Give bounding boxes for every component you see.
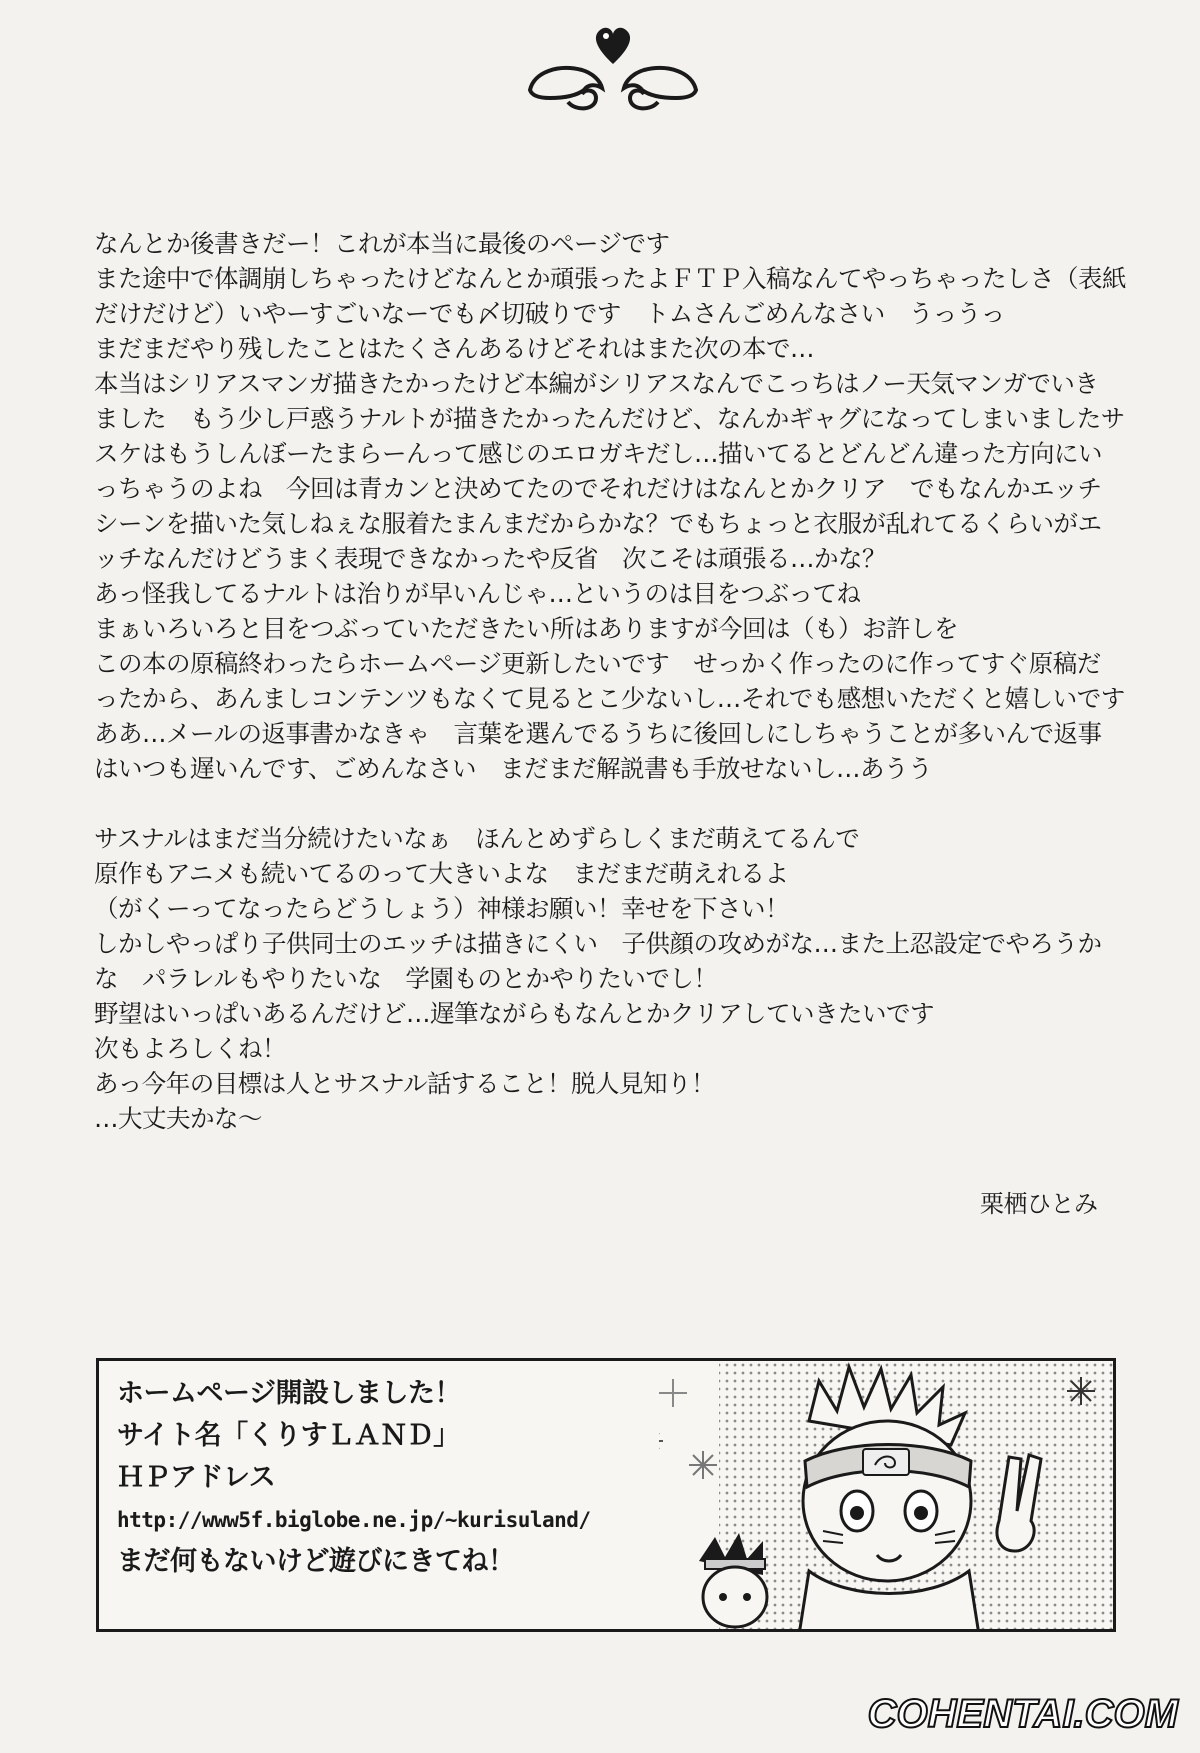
afterword-line: 次もよろしくね！ — [94, 1034, 286, 1063]
paragraph-gap — [94, 786, 1134, 821]
info-text — [117, 1373, 591, 1583]
afterword-line: はいつも遅いんです、ごめんなさい まだまだ解説書も手放せないし…あうう — [94, 754, 933, 783]
afterword-line: …大丈夫かな～ — [94, 1104, 262, 1133]
afterword-line: シーンを描いた気しねぇな服着たまんまだからかな？でもちょっと衣服が乱れてるくらいがエ — [94, 509, 1102, 538]
homepage-info-box — [96, 1358, 1116, 1632]
afterword-line: この本の原稿終わったらホームページ更新したいです せっかく作ったのに作ってすぐ原稿だ — [94, 649, 1101, 678]
info-invitation: まだ何もないけど遊びにきてね！ — [117, 1546, 515, 1577]
info-announcement: ホームページ開設しました！ — [117, 1378, 461, 1409]
afterword-line: っちゃうのよね 今回は青カンと決めてたのでそれだけはなんとかクリア でもなんかエッチ — [94, 474, 1102, 503]
afterword-line: サスナルはまだ当分続けたいなぁ ほんとめずらしくまだ萌えてるんで — [94, 824, 860, 853]
afterword-line: まぁいろいろと目をつぶっていただきたい所はありますが今回は（も）お許しを — [94, 614, 958, 643]
afterword-line: 原作もアニメも続いてるのって大きいよな まだまだ萌えれるよ — [94, 859, 789, 888]
afterword-line: 野望はいっぱいあるんだけど…遅筆ながらもなんとかクリアしていきたいです — [94, 999, 934, 1028]
character-illustration — [659, 1361, 1116, 1632]
afterword-line: スケはもうしんぼーたまらーんって感じのエロガキだし…描いてるとどんどん違った方向にい — [94, 439, 1102, 468]
afterword-line: しかしやっぱり子供同士のエッチは描きにくい 子供顔の攻めがな…また上忍設定でやろうか — [94, 929, 1102, 958]
author-signature: 栗栖ひとみ — [980, 1190, 1098, 1218]
afterword-line: ああ…メールの返事書かなきゃ 言葉を選んでるうちに後回しにしちゃうことが多いんで返事 — [94, 719, 1102, 748]
afterword-line: ったから、あんましコンテンツもなくて見るとこ少ないし…それでも感想いただくと嬉しいです — [94, 684, 1125, 713]
info-site-name: サイト名「くりすＬＡＮＤ」 — [117, 1420, 460, 1451]
info-address-label: ＨＰアドレス — [117, 1462, 276, 1493]
info-url: http://www5f.biglobe.ne.jp/~kurisuland/ — [117, 1508, 591, 1532]
afterword-line: ッチなんだけどうまく表現できなかったや反省 次こそは頑張る…かな？ — [94, 544, 886, 573]
afterword-line: あっ怪我してるナルトは治りが早いんじゃ…というのは目をつぶってね — [94, 579, 861, 608]
afterword-line: （がくーってなったらどうしょう）神様お願い！幸せを下さい！ — [94, 894, 790, 923]
afterword-line: あっ今年の目標は人とサスナル話すること！脱人見知り！ — [94, 1069, 716, 1098]
afterword-line: な パラレルもやりたいな 学園ものとかやりたいでし！ — [94, 964, 718, 993]
afterword-line: まだまだやり残したことはたくさんあるけどそれはまた次の本で… — [94, 334, 814, 363]
afterword-line: だけだけど）いやーすごいなーでも〆切破りです トムさんごめんなさい うっうっ — [94, 299, 1005, 328]
afterword-line: ました もう少し戸惑うナルトが描きたかったんだけど、なんかギャグになってしまいましたサ — [94, 404, 1125, 433]
afterword-line: なんとか後書きだー！これが本当に最後のページです — [94, 229, 670, 258]
sparkle-icon — [659, 1429, 663, 1453]
afterword-text — [94, 226, 1134, 1136]
afterword-line: また途中で体調崩しちゃったけどなんとか頑張ったよＦＴＰ入稿なんてやっちゃったしさ（表紙 — [94, 264, 1126, 293]
afterword-line: 本当はシリアスマンガ描きたかったけど本編がシリアスなんでこっちはノー天気マンガでいき — [94, 369, 1099, 398]
winged-heart-icon — [520, 18, 706, 118]
watermark-logo: COHENTAI.COM — [867, 1692, 1178, 1736]
